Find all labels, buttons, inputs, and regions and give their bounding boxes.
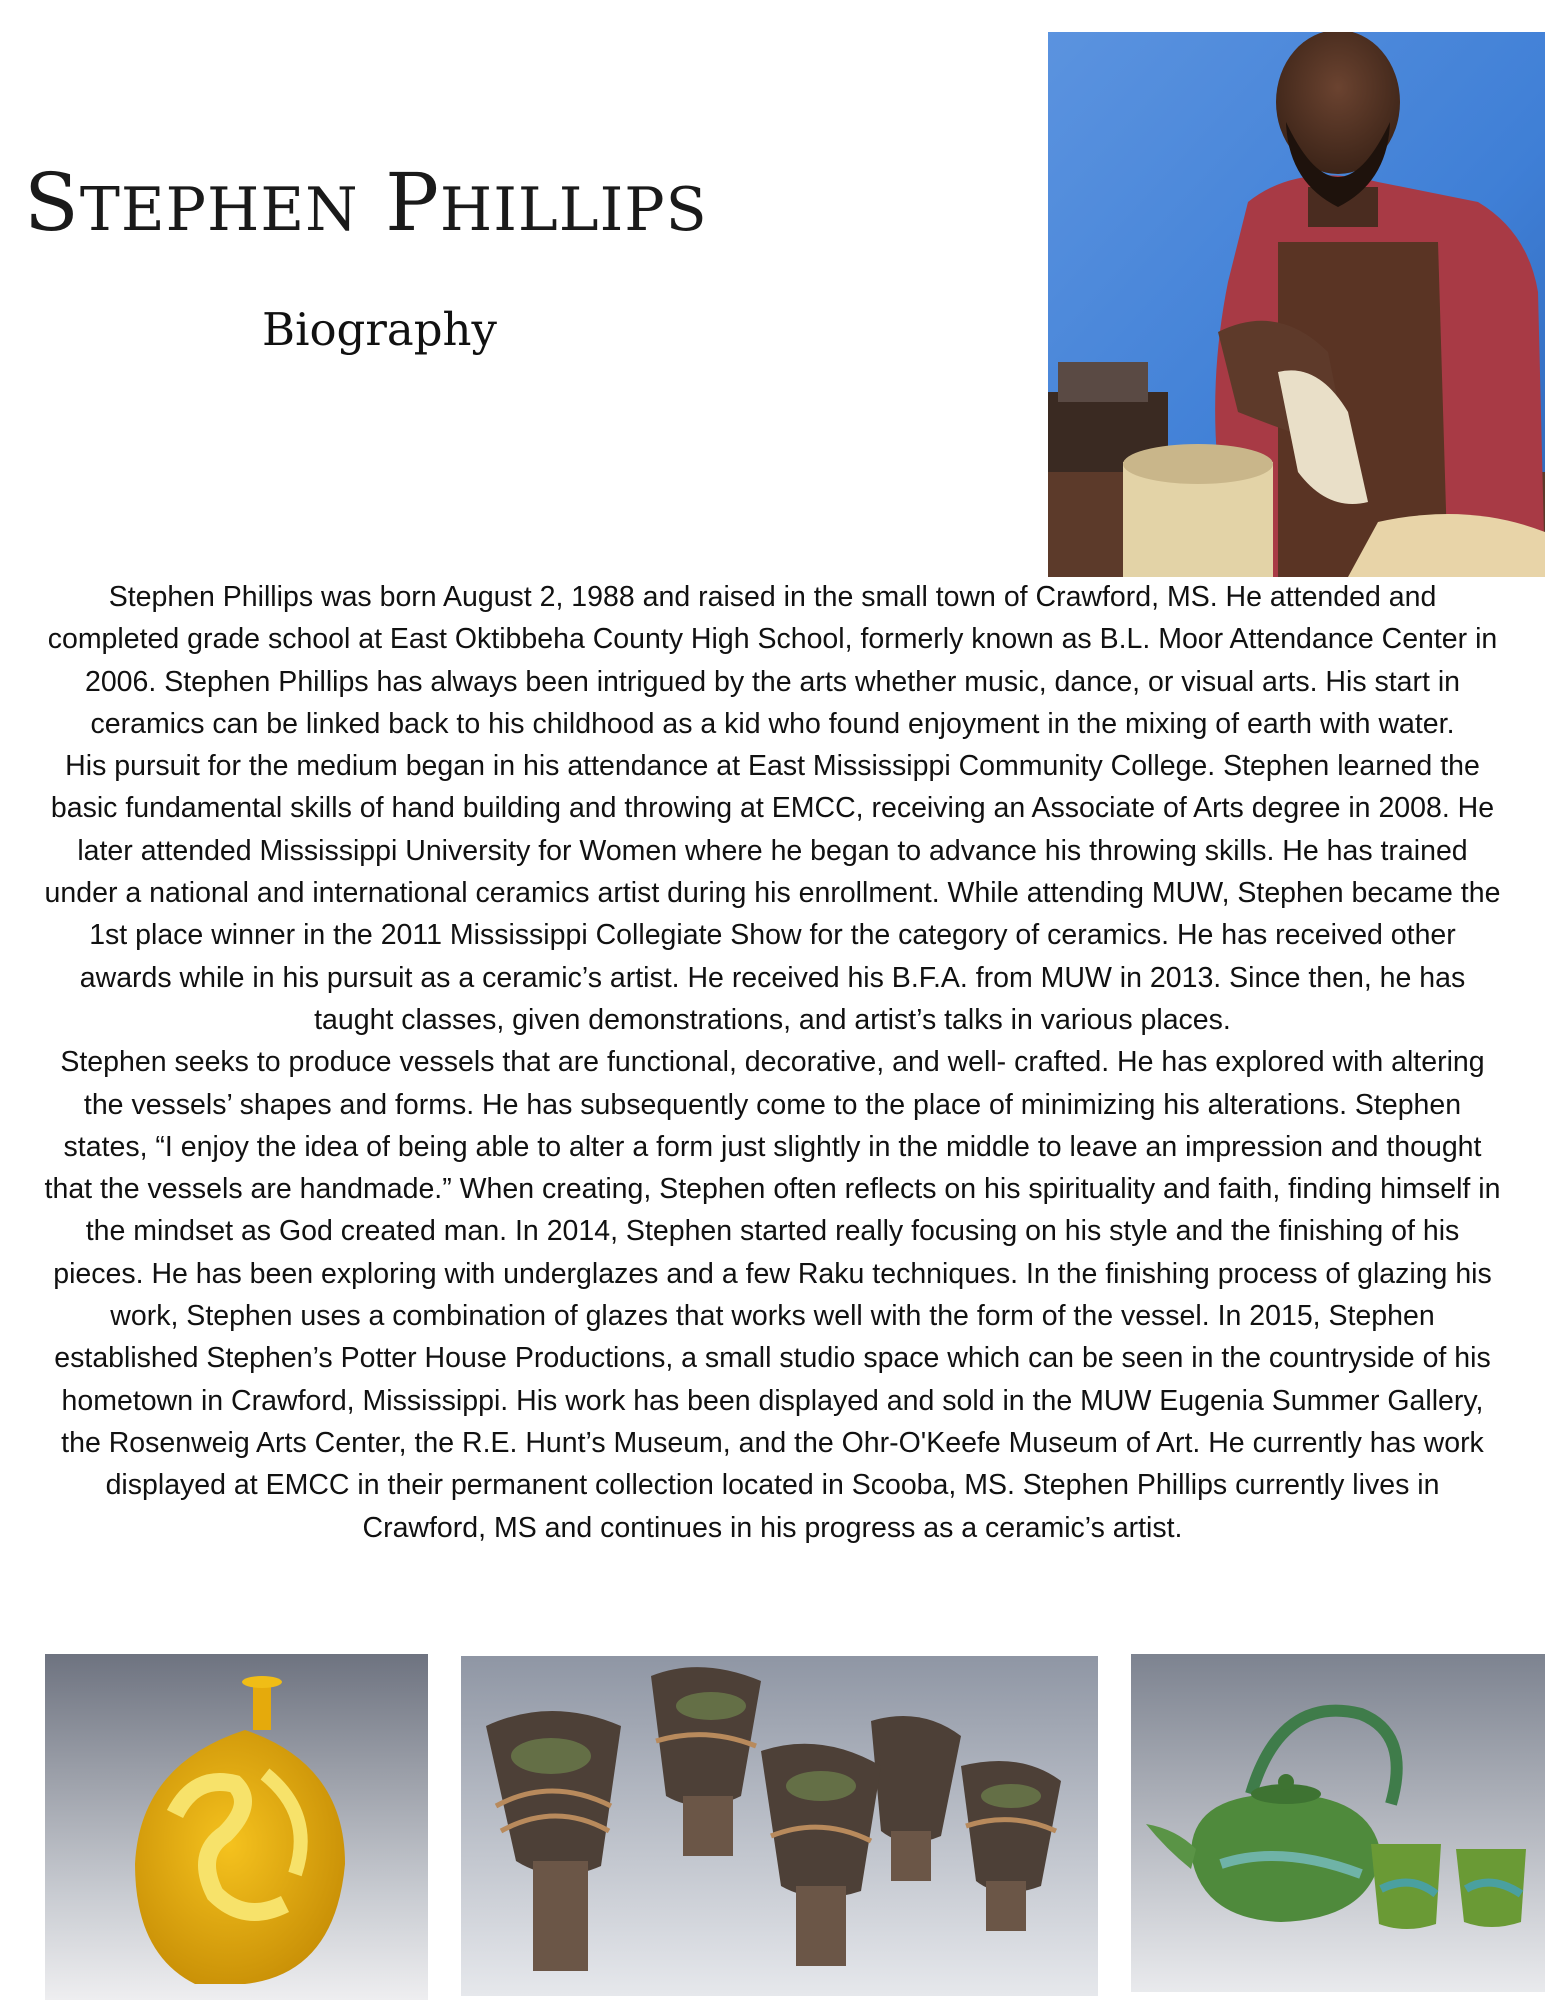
bio-paragraph-3: Stephen seeks to produce vessels that are functional, decorative, and well- crafted. He has explored with altering the vessels’ shapes and forms. He has subsequently come to the place of minimizing his alterations. Stephen states, “I enjoy the idea of being able to alter a form just slightly in the middle to leave an impression and thought that the vessels are handmade.” When creating, Stephen often reflects on his spirituality and faith, finding himself in the mindset as God created man. In 2014, Stephen started really focusing on his style and the finishing of his pieces. He has been exploring with underglazes and a few Raku techniques. In the finishing process of glazing his work, Stephen uses a combination of glazes that works well with the form of the vessel. In 2015, Stephen established Stephen’s Potter House Productions, a small studio space which can be seen in the countryside of his hometown in Crawford, Mississippi. His work has been displayed and sold in the MUW Eugenia Summer Gallery, the Rosenweig Arts Center, the R.E. Hunt’s Museum, and the Ohr-O'Keefe Museum of Art. He currently has work displayed at EMCC in their permanent collection located in Scooba, MS. Stephen Phillips currently lives in Crawford, MS and continues in his progress as a ceramic’s artist. — [44, 1046, 1501, 1544]
bio-paragraph-1: Stephen Phillips was born August 2, 1988 and raised in the small town of Crawford, MS. He attended and completed grade school at East Oktibbeha County High School, formerly known as B.L. Moor Attendance Center in 2006. Stephen Phillips has always been intrigued by the arts whether music, dance, or visual arts. His start in ceramics can be linked back to his childhood as a kid who found enjoyment in the mixing of earth with water. — [47, 581, 1498, 740]
artist-name: STEPHEN PHILLIPS — [24, 156, 708, 249]
biography-text — [40, 576, 1505, 1549]
artist-portrait-photo — [1048, 32, 1545, 577]
stoneware-cups-photo — [461, 1656, 1098, 1996]
biography-heading: Biography — [262, 303, 497, 356]
bio-paragraph-2: His pursuit for the medium began in his attendance at East Mississippi Community College. Stephen learned the basic fundamental skills of hand building and throwing at EMCC, receiving an Associate of Arts degree in 2008. He later attended Mississippi University for Women where he began to advance his throwing skills. He has trained under a national and international ceramics artist during his enrollment. While attending MUW, Stephen became the 1st place winner in the 2011 Mississippi Collegiate Show for the category of ceramics. He has received other awards while in his pursuit as a ceramic’s artist. He received his B.F.A. from MUW in 2013. Since then, he has taught classes, given demonstrations, and artist’s talks in various places. — [44, 750, 1501, 1036]
yellow-vase-photo — [45, 1654, 428, 2000]
green-teapot-set-photo — [1131, 1654, 1545, 1992]
